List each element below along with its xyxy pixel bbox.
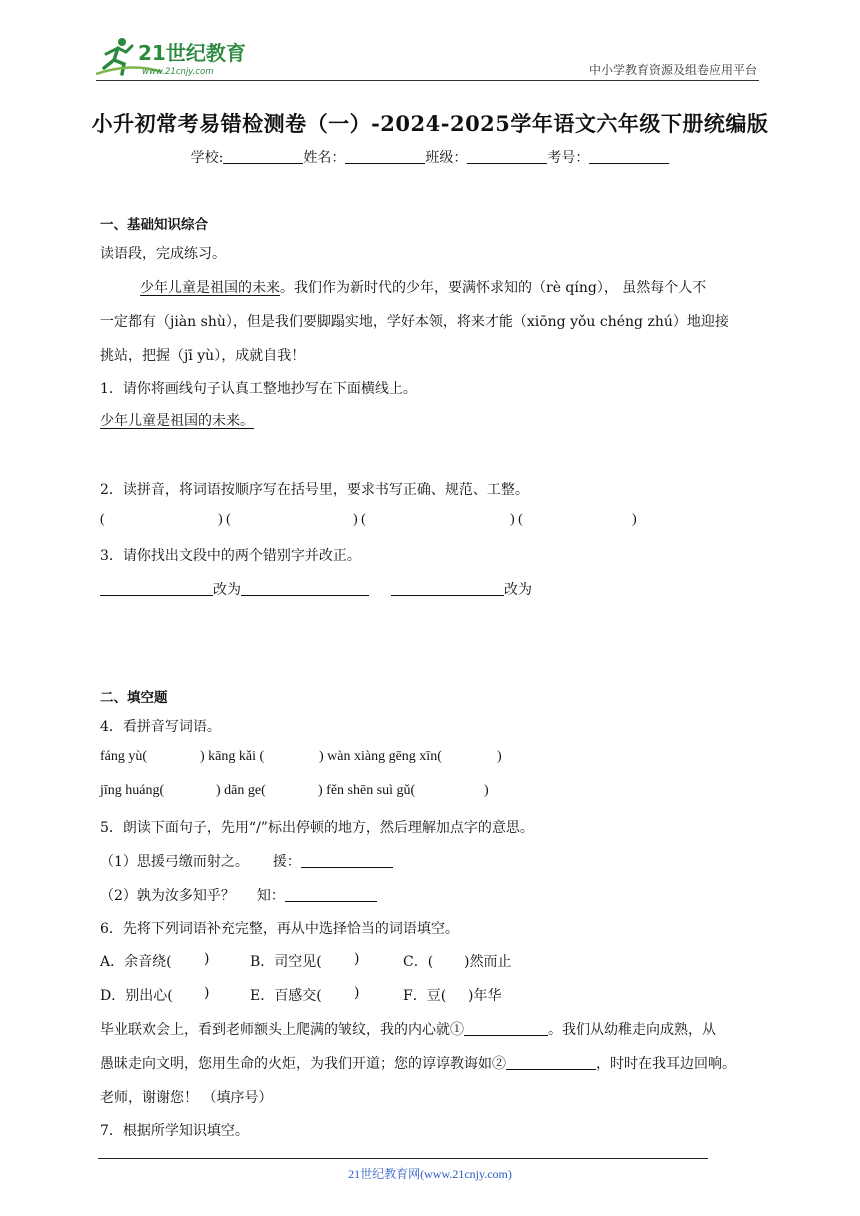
name-label: 姓名： bbox=[303, 150, 346, 166]
platform-name: 中小学教育资源及组卷应用平台 bbox=[588, 63, 757, 77]
logo-text: 21世纪教育 bbox=[138, 41, 246, 65]
passage-line-1 bbox=[140, 277, 706, 297]
q2-blank-3[interactable]: ) ( bbox=[353, 512, 366, 527]
q5-label-1: 援： bbox=[272, 854, 301, 870]
question-6: 6．先将下列词语补充完整，再从中选择恰当的词语填空。 bbox=[100, 921, 459, 937]
q4-item-fenshen[interactable]: ) fěn shēn suì gǔ( bbox=[318, 783, 416, 798]
q6-option-c-rest: )然而止 bbox=[464, 954, 512, 970]
q6-option-b-close: ) bbox=[354, 951, 360, 967]
q3-right-1[interactable] bbox=[241, 581, 369, 596]
q5-blank-2[interactable] bbox=[285, 887, 377, 902]
q6-option-b[interactable]: B．司空见( bbox=[250, 954, 322, 970]
q6-passage-1a: 毕业联欢会上，看到老师额头上爬满的皱纹，我的内心就① bbox=[100, 1022, 464, 1038]
q6-blank-1[interactable] bbox=[464, 1021, 548, 1036]
q3-wrong-1[interactable] bbox=[100, 581, 213, 596]
school-label: 学校: bbox=[190, 150, 224, 166]
passage-line-3: 挑站，把握（jī yù），成就自我！ bbox=[100, 348, 306, 364]
q4-item-wanxiang[interactable]: ) wàn xiàng gēng xīn( bbox=[319, 749, 442, 764]
passage-line-1-rest: 。我们作为新时代的少年，要满怀求知的（rè qíng）， 虽然每个人不 bbox=[280, 280, 707, 296]
q6-passage-line-2 bbox=[100, 1053, 736, 1073]
footer-divider bbox=[98, 1158, 708, 1159]
q6-option-a[interactable]: A．余音绕( bbox=[100, 954, 172, 970]
q5-blank-1[interactable] bbox=[301, 853, 393, 868]
passage-line-2: 一定都有（jiàn shù），但是我们要脚蹋实地，学好本领，将来才能（xiōng yǒu chéng zhú）地迎接 bbox=[100, 314, 729, 330]
class-label: 班级： bbox=[425, 150, 468, 166]
question-7: 7．根据所学知识填空。 bbox=[100, 1123, 249, 1139]
q5-sentence-1: （1）思援弓缴而射之。 bbox=[100, 854, 249, 870]
q5-sub-2 bbox=[100, 885, 377, 905]
question-2: 2．读拼音，将词语按顺序写在括号里，要求书写正确、规范、工整。 bbox=[100, 482, 529, 498]
section1-heading: 一、基础知识综合 bbox=[100, 217, 208, 233]
logo-url: www.21cnjy.com bbox=[142, 67, 214, 77]
question-1: 1．请你将画线句子认真工整地抄写在下面横线上。 bbox=[100, 381, 417, 397]
q6-option-a-close: ) bbox=[204, 951, 210, 967]
class-blank[interactable] bbox=[467, 149, 547, 164]
q6-blank-2[interactable] bbox=[506, 1055, 596, 1070]
q3-change-1: 改为 bbox=[213, 582, 241, 598]
q5-sub-1 bbox=[100, 851, 393, 871]
q6-option-e[interactable]: E．百感交( bbox=[250, 988, 322, 1004]
student-info-row bbox=[0, 147, 860, 167]
q6-passage-line-3: 老师，谢谢您！ （填序号） bbox=[100, 1090, 273, 1106]
q6-passage-2b: ，时时在我耳边回响。 bbox=[596, 1056, 736, 1072]
header-divider bbox=[96, 80, 759, 81]
q6-option-e-close: ) bbox=[354, 985, 360, 1001]
name-blank[interactable] bbox=[345, 149, 425, 164]
q3-wrong-2[interactable] bbox=[391, 581, 504, 596]
q6-option-c[interactable]: C．( bbox=[403, 954, 434, 970]
question-3: 3．请你找出文段中的两个错别字并改正。 bbox=[100, 548, 361, 564]
page-title: 小升初常考易错检测卷（一）-2024-2025学年语文六年级下册统编版 bbox=[91, 111, 769, 136]
site-logo bbox=[92, 34, 262, 80]
q4-item-kangkai[interactable]: ) kāng kǎi ( bbox=[200, 749, 265, 764]
q2-blank-1[interactable]: ( bbox=[100, 512, 105, 527]
q6-option-f-rest: )年华 bbox=[468, 988, 502, 1004]
number-label: 考号： bbox=[547, 150, 590, 166]
number-blank[interactable] bbox=[589, 149, 669, 164]
underlined-sentence: 少年儿童是祖国的未来 bbox=[140, 280, 280, 296]
q4-item-jinghuang[interactable]: jīng huáng( bbox=[100, 783, 165, 798]
q4-close-2: ) bbox=[484, 783, 489, 798]
q2-blank-end: ) bbox=[632, 512, 637, 527]
q6-option-d-close: ) bbox=[204, 985, 210, 1001]
q4-item-dange[interactable]: ) dān ge( bbox=[216, 783, 266, 798]
q6-option-f[interactable]: F．豆( bbox=[403, 988, 447, 1004]
question-4: 4．看拼音写词语。 bbox=[100, 719, 221, 735]
q2-blank-2[interactable]: ) ( bbox=[218, 512, 231, 527]
question-5: 5．朗读下面句子，先用“/”标出停顿的地方，然后理解加点字的意思。 bbox=[100, 820, 534, 836]
q3-answer-row bbox=[100, 579, 532, 599]
q4-close-1: ) bbox=[497, 749, 502, 764]
q6-option-d[interactable]: D．别出心( bbox=[100, 988, 173, 1004]
q4-item-fangyu[interactable]: fáng yù( bbox=[100, 749, 148, 764]
school-blank[interactable] bbox=[223, 149, 303, 164]
q6-passage-line-1 bbox=[100, 1019, 716, 1039]
question-1-answer: 少年儿童是祖国的未来。 bbox=[100, 413, 254, 429]
section2-heading: 二、填空题 bbox=[100, 690, 168, 706]
q3-change-2: 改为 bbox=[504, 582, 532, 598]
q5-label-2: 知： bbox=[256, 888, 285, 904]
footer-text[interactable]: 21世纪教育网(www.21cnjy.com) bbox=[348, 1167, 512, 1181]
q6-passage-1b: 。我们从幼稚走向成熟，从 bbox=[548, 1022, 716, 1038]
q2-blank-4[interactable]: ) ( bbox=[510, 512, 523, 527]
section1-instruction: 读语段，完成练习。 bbox=[100, 246, 226, 262]
q6-passage-2a: 愚昧走向文明，您用生命的火炬，为我们开道；您的谆谆教诲如② bbox=[100, 1056, 506, 1072]
q5-sentence-2: （2）孰为汝多知乎？ bbox=[100, 888, 235, 904]
